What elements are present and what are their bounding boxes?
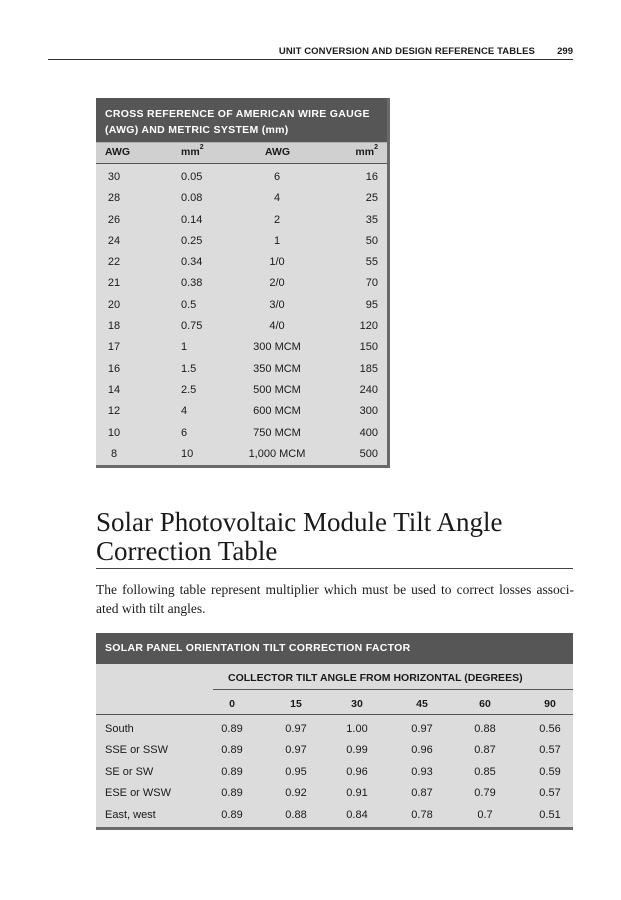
mm2-large-cell: 50	[365, 234, 378, 247]
factor-cell: 0.89	[221, 808, 243, 821]
table-row	[96, 719, 573, 740]
mm2-cell: 4	[181, 405, 188, 418]
awg-large-cell: 4	[273, 192, 281, 205]
factor-cell: 0.56	[539, 723, 561, 735]
factor-cell: 0.95	[285, 765, 307, 778]
awg-cell: 18	[107, 320, 121, 333]
factor-cell: 0.87	[474, 744, 496, 757]
factor-cell: 0.96	[411, 744, 433, 757]
section-title: Solar Photovoltaic Module Tilt Angle Correction Table	[96, 508, 573, 569]
table-row	[96, 401, 387, 422]
awg-cell: 8	[110, 447, 118, 460]
tilt-correction-table	[96, 633, 573, 830]
mm2-large-cell: 16	[365, 171, 378, 183]
mm2-large-cell: 35	[365, 213, 378, 226]
mm2-cell: 1.5	[181, 362, 197, 375]
table-row	[96, 380, 387, 401]
factor-cell: 0.79	[474, 787, 496, 800]
factor-cell: 0.57	[539, 787, 561, 800]
awg-cell: 10	[107, 426, 121, 439]
mm2-large-cell: 240	[359, 383, 378, 396]
factor-cell: 0.91	[346, 787, 368, 800]
angle-header: 15	[290, 698, 302, 710]
mm2-cell: 0.5	[181, 298, 197, 311]
factor-cell: 0.51	[539, 808, 561, 821]
orientation-cell: SSE or SSW	[105, 744, 168, 757]
tilt-table-body	[96, 715, 573, 826]
header-mm-text-1: mm	[181, 146, 200, 158]
factor-cell: 0.97	[285, 723, 307, 735]
table-row	[96, 316, 387, 337]
page-number: 299	[557, 46, 573, 57]
awg-cell: 30	[107, 171, 121, 183]
running-head	[48, 46, 573, 60]
awg-cell: 20	[107, 298, 121, 311]
awg-large-cell: 500 MCM	[253, 383, 301, 396]
awg-large-cell: 600 MCM	[253, 405, 301, 418]
awg-table-body	[96, 164, 387, 465]
awg-cell: 28	[107, 192, 121, 205]
factor-cell: 0.78	[411, 808, 433, 821]
orientation-cell: SE or SW	[105, 765, 154, 778]
tilt-super-header-label: COLLECTOR TILT ANGLE FROM HORIZONTAL (DEGREES)	[228, 672, 523, 684]
divider	[96, 714, 573, 715]
awg-cell: 17	[107, 341, 121, 354]
mm2-cell: 2.5	[181, 383, 197, 396]
angle-header: 45	[416, 698, 428, 710]
mm2-large-cell: 120	[359, 320, 378, 333]
mm2-cell: 0.08	[181, 192, 203, 205]
table-row	[96, 295, 387, 316]
awg-cell: 22	[107, 256, 121, 269]
awg-large-cell: 2	[273, 213, 281, 226]
factor-cell: 0.59	[539, 765, 561, 778]
header-awg-2: AWG	[265, 146, 291, 158]
factor-cell: 0.89	[221, 765, 243, 778]
awg-large-cell: 350 MCM	[253, 362, 301, 375]
mm2-large-cell: 150	[359, 341, 378, 354]
factor-cell: 0.89	[221, 723, 243, 735]
mm2-cell: 10	[181, 447, 194, 460]
table-row	[96, 444, 387, 465]
mm2-cell: 0.75	[181, 320, 203, 333]
table-row	[96, 762, 573, 783]
mm2-cell: 6	[181, 426, 188, 439]
mm2-cell: 0.38	[181, 277, 203, 290]
orientation-cell: South	[105, 723, 134, 735]
header-awg-1: AWG	[105, 146, 131, 158]
factor-cell: 0.88	[474, 723, 496, 735]
awg-cell: 14	[107, 383, 121, 396]
mm2-cell: 0.05	[181, 171, 203, 183]
table-row	[96, 210, 387, 231]
mm2-large-cell: 25	[365, 192, 378, 205]
awg-large-cell: 1	[273, 234, 281, 247]
awg-table-header	[96, 142, 387, 164]
table-row	[96, 740, 573, 761]
factor-cell: 0.84	[346, 808, 368, 821]
factor-cell: 0.87	[411, 787, 433, 800]
factor-cell: 0.57	[539, 744, 561, 757]
table-row	[96, 423, 387, 444]
header-mm2-1	[181, 146, 204, 158]
table-row	[96, 805, 573, 826]
table-row	[96, 188, 387, 209]
running-head-title: UNIT CONVERSION AND DESIGN REFERENCE TABLES	[278, 46, 535, 57]
awg-large-cell: 300 MCM	[253, 341, 301, 354]
factor-cell: 0.89	[221, 744, 243, 757]
mm2-large-cell: 55	[365, 256, 378, 269]
mm2-large-cell: 500	[359, 447, 378, 460]
factor-cell: 0.96	[346, 765, 368, 778]
awg-large-cell: 4/0	[269, 320, 285, 333]
awg-cell: 12	[107, 405, 121, 418]
factor-cell: 0.92	[285, 787, 307, 800]
awg-large-cell: 750 MCM	[253, 426, 301, 439]
mm2-cell: 0.14	[181, 213, 203, 226]
awg-cell: 16	[107, 362, 121, 375]
mm2-large-cell: 70	[365, 277, 378, 290]
table-row	[96, 252, 387, 273]
factor-cell: 0.7	[477, 808, 493, 821]
angle-header: 60	[479, 698, 491, 710]
factor-cell: 0.88	[285, 808, 307, 821]
angle-header: 90	[544, 698, 556, 710]
table-row	[96, 273, 387, 294]
factor-cell: 0.97	[411, 723, 433, 735]
mm2-cell: 1	[181, 341, 188, 354]
factor-cell: 0.97	[285, 744, 307, 757]
mm2-large-cell: 185	[359, 362, 378, 375]
factor-cell: 0.85	[474, 765, 496, 778]
angle-header: 30	[351, 698, 363, 710]
awg-metric-table	[96, 98, 390, 468]
awg-cell: 24	[107, 234, 121, 247]
table-row	[96, 167, 387, 188]
orientation-cell: ESE or WSW	[105, 787, 172, 800]
table-row	[96, 359, 387, 380]
awg-large-cell: 3/0	[269, 298, 285, 311]
table-row	[96, 337, 387, 358]
mm2-cell: 0.25	[181, 234, 203, 247]
header-sup-1: 2	[199, 144, 204, 151]
factor-cell: 0.99	[346, 744, 368, 757]
factor-cell: 0.89	[221, 787, 243, 800]
table-row	[96, 783, 573, 804]
header-sup-2: 2	[374, 144, 378, 151]
tilt-table-title: SOLAR PANEL ORIENTATION TILT CORRECTION FACTOR	[96, 633, 573, 664]
mm2-large-cell: 300	[359, 405, 378, 418]
table-row	[96, 231, 387, 252]
mm2-large-cell: 95	[365, 298, 378, 311]
angle-header: 0	[229, 698, 235, 710]
mm2-large-cell: 400	[359, 426, 378, 439]
awg-large-cell: 1,000 MCM	[248, 447, 306, 460]
awg-cell: 26	[107, 213, 121, 226]
orientation-cell: East, west	[105, 808, 156, 821]
factor-cell: 0.93	[411, 765, 433, 778]
header-mm-text-2: mm	[355, 146, 375, 158]
awg-large-cell: 6	[273, 171, 281, 183]
tilt-angle-headers	[96, 690, 573, 715]
factor-cell: 1.00	[346, 723, 368, 735]
tilt-super-header	[96, 664, 573, 690]
awg-large-cell: 1/0	[269, 256, 285, 269]
intro-paragraph: The following table represent multiplier which must be used to correct losses associ-ated with tilt angles.	[96, 582, 574, 616]
awg-table-title: CROSS REFERENCE OF AMERICAN WIRE GAUGE (AWG) AND METRIC SYSTEM (mm)	[96, 98, 387, 142]
awg-cell: 21	[107, 277, 121, 290]
mm2-cell: 0.34	[181, 256, 203, 269]
header-mm2-2	[355, 146, 378, 158]
awg-large-cell: 2/0	[269, 277, 285, 290]
